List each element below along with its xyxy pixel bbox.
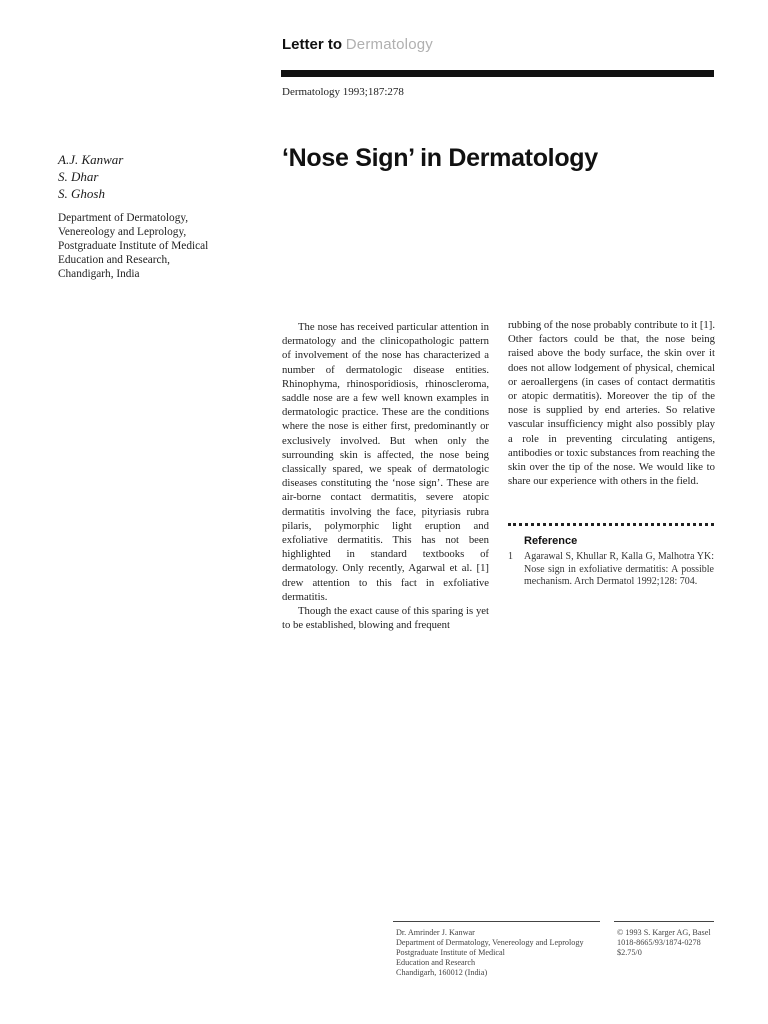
affiliation-line: Venereology and Leprology, (58, 226, 187, 238)
reference-divider (508, 523, 714, 526)
reference-number: 1 (508, 551, 513, 562)
header-rule (281, 70, 714, 77)
body-paragraph: rubbing of the nose probably contribute to it [1]. Other factors could be that, the nose being raised above the body surface, the skin over it does not allow lodgement of physical, chemical or aeroallergens (in cases of contact dermatitis or atopic dermatitis). Moreover the tip of the nose is supplied by end arteries. So relative vascular insufficiency might also possibly play a role in preventing circulating antigens, antibodies or toxic substances from reaching the skin over the tip of the nose. We would like to share our experience with others in the field. (508, 319, 715, 488)
affiliation-line: Postgraduate Institute of Medical (58, 240, 209, 252)
affiliation (58, 211, 208, 281)
body-paragraph: The nose has received particular attention in dermatology and the clinicopathologic pattern of involvement of the nose has characterized a number of dermatologic disease entities. Rhinophyma, rhinosporidiosis, rhinoscleroma, saddle nose are a few well known examples in dermatologic practice. These are the conditions where the nose is either first, predominantly or exclusively involved. But when only the surrounding skin is affected, the nose being classically spared, we speak of dermatologic diseases constituting the ‘nose sign’. These are air-borne contact dermatitis, severe atopic dermatitis involving the face, pityriasis rubra pilaris, polymorphic light eruption and exfoliative dermatitis. This has not been highlighted in standard textbooks of dermatology. Only recently, Agarwal et al. [1] drew attention to this fact in exfoliative dermatitis. (282, 321, 489, 603)
body-column-right (508, 318, 715, 488)
author-list (58, 151, 123, 202)
correspondence-address: Dr. Amrinder J. Kanwar Department of Dermatology, Venereology and Leprology Postgraduate Institute of Medical Education and Research Chandigarh, 160012 (India) (396, 928, 584, 977)
section-header (282, 36, 433, 54)
body-column-left (282, 320, 489, 632)
section-label: Letter to (282, 36, 342, 53)
journal-citation: Dermatology 1993;187:278 (282, 86, 404, 98)
body-paragraph: Though the exact cause of this sparing is yet to be established, blowing and frequent (282, 605, 489, 632)
reference-heading: Reference (524, 535, 578, 547)
footer-rule (393, 921, 600, 922)
affiliation-line: Education and Research, (58, 254, 170, 266)
copyright-notice: © 1993 S. Karger AG, Basel 1018-8665/93/1874-0278 $2.75/0 (617, 928, 711, 957)
reference-entry: Agarawal S, Khullar R, Kalla G, Malhotra YK: Nose sign in exfoliative dermatitis: A possible mechanism. Arch Dermatol 1992;128: 704. (524, 551, 714, 587)
journal-brand: Dermatology (345, 36, 433, 53)
affiliation-line: Department of Dermatology, (58, 212, 189, 224)
affiliation-line: Chandigarh, India (58, 268, 140, 280)
footer-rule (614, 921, 714, 922)
author-name: S. Ghosh (58, 186, 105, 201)
article-title: ‘Nose Sign’ in Dermatology (282, 144, 598, 172)
author-name: A.J. Kanwar (58, 152, 124, 167)
author-name: S. Dhar (58, 169, 99, 184)
